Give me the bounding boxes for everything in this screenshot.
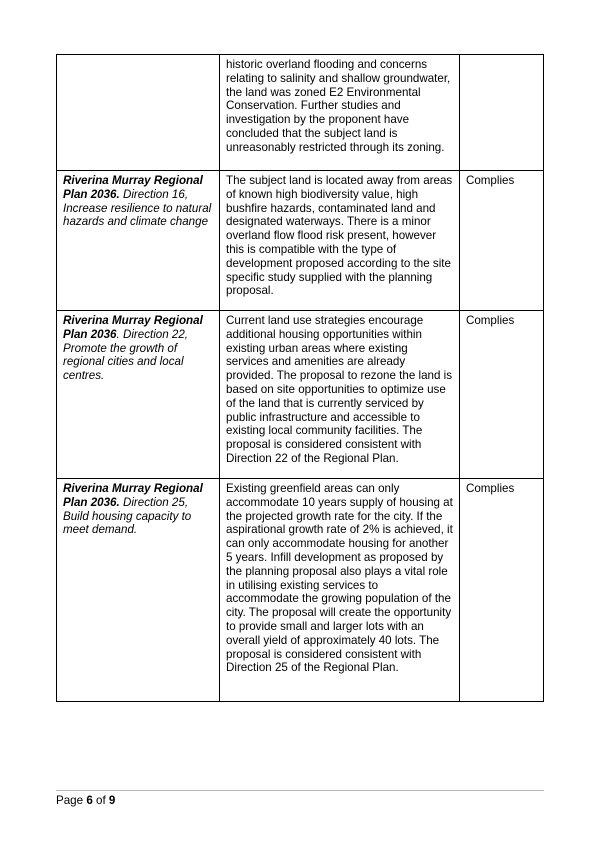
reference-cell bbox=[57, 55, 220, 171]
comment-cell: The subject land is located away from areas of known high biodiversity value, high bushfire hazards, contaminated land and designated waterways. There is a minor overland flow flood risk present, however this is compatible with the type of development proposed according to the site specific study supplied with the planning proposal. bbox=[220, 171, 460, 311]
status-cell bbox=[459, 55, 543, 171]
footer-divider bbox=[56, 790, 544, 791]
reference-cell bbox=[57, 311, 220, 479]
table-row bbox=[57, 311, 544, 479]
status-cell: Complies bbox=[459, 479, 543, 702]
table-row bbox=[57, 171, 544, 311]
compliance-table bbox=[56, 54, 544, 702]
reference-title: Riverina Murray Regional Plan 2036. bbox=[63, 174, 203, 201]
comment-cell: historic overland flooding and concerns relating to salinity and shallow groundwater, the land was zoned E2 Environmental Conservation. Further studies and investigation by the proponent have concluded that the subject land is unreasonably restricted through its zoning. bbox=[220, 55, 460, 171]
reference-cell bbox=[57, 479, 220, 702]
page-of-label: of bbox=[96, 794, 106, 807]
comment-cell: Existing greenfield areas can only accommodate 10 years supply of housing at the projected growth rate for the city. If the aspirational growth rate of 2% is achieved, it can only accommodate housing for another 5 years. Infill development as proposed by the planning proposal also plays a vital role in utilising existing services to accommodate the growing population of the city. The proposal will create the opportunity to provide small and larger lots with an overall yield of approximately 40 lots. The proposal is considered consistent with Direction 25 of the Regional Plan. bbox=[220, 479, 460, 702]
page-label: Page bbox=[56, 794, 84, 807]
comment-cell: Current land use strategies encourage additional housing opportunities within existing urban areas where existing services and amenities are already provided. The proposal to rezone the land is based on site opportunities to optimize use of the land that is currently serviced by public infrastructure and accessible to existing local community facilities. The proposal is considered consistent with Direction 22 of the Regional Plan. bbox=[220, 311, 460, 479]
reference-direction: . Direction 22, Promote the growth of regional cities and local centres. bbox=[63, 327, 189, 383]
reference-direction: Direction 25, Build housing capacity to meet demand. bbox=[63, 495, 192, 537]
current-page-number: 6 bbox=[86, 794, 93, 807]
total-pages-number: 9 bbox=[108, 794, 116, 807]
reference-title: Riverina Murray Regional Plan 2036 bbox=[63, 314, 203, 341]
status-cell: Complies bbox=[459, 171, 543, 311]
reference-direction: Direction 16, Increase resilience to natural hazards and climate change bbox=[63, 187, 212, 229]
reference-title: Riverina Murray Regional Plan 2036. bbox=[63, 482, 203, 509]
page-footer bbox=[56, 794, 115, 808]
table-row bbox=[57, 55, 544, 171]
table-row bbox=[57, 479, 544, 702]
reference-cell bbox=[57, 171, 220, 311]
status-cell: Complies bbox=[459, 311, 543, 479]
